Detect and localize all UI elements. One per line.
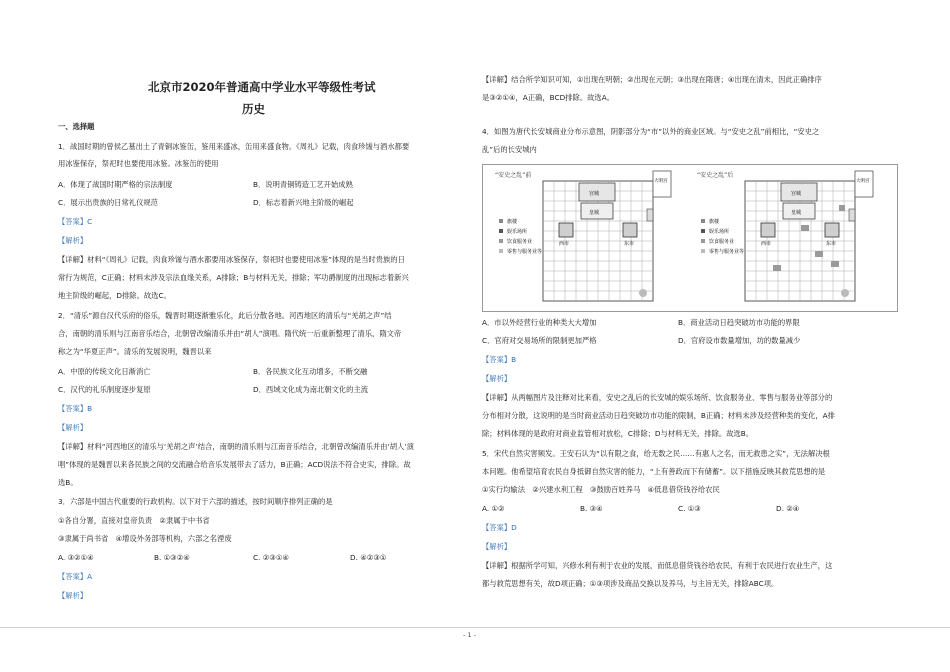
q5-detail-2: 都与救荒思想有关，故D项正确；①③项涉及商品交换以及养马，与主旨无关，排除ABC项。: [482, 579, 779, 588]
map-after-xingqing: [849, 209, 855, 221]
q5-option-c: C. ①③: [678, 504, 701, 513]
q3-analysis-tag: 【解析】: [58, 591, 88, 600]
q1-analysis-tag: 【解析】: [58, 236, 88, 245]
q2-analysis-tag: 【解析】: [58, 423, 88, 432]
q4-analysis-tag: 【解析】: [482, 374, 512, 383]
q5-detail-1: 【详解】根据所学可知，兴修水利有利于农业的发展，而低息借贷钱谷给农民，有利于农民进行农业生产，这: [482, 561, 833, 570]
q3-option-c: C. ②③①④: [253, 553, 289, 562]
map-after-daming-label: 大明宫: [856, 179, 870, 184]
q5-stem-1: 5．宋代自然灾害频发。王安石认为“以有限之食，给无数之民……有惠人之名，而无救患之实”，无法解决根: [482, 449, 830, 458]
map-before-legend: [499, 218, 542, 255]
q4-option-b: B．商业活动日趋突破坊市功能的界限: [678, 318, 800, 327]
q4-answer: 【答案】B: [482, 355, 517, 364]
changan-maps-figure: [482, 164, 898, 312]
shaded-block: [831, 261, 839, 267]
q3-stem-3: ③隶属于尚书省 ④增设外务部等机构，六部之名湮废: [58, 534, 232, 543]
shaded-block: [839, 205, 845, 211]
map-after-label: “安史之乱”后: [697, 172, 734, 179]
changan-maps-svg: [483, 165, 897, 311]
q5-option-a: A. ①②: [482, 504, 505, 513]
legend-after-fun-icon: [701, 229, 705, 233]
q5-stem-2: 本问题。他希望培育农民自身抵御自然灾害的能力，“上有善政而下有储蓄”。以下措施反映其救荒思想的是: [482, 467, 826, 476]
legend-after-retail-icon: [701, 249, 705, 253]
map-before-west-market-label: 西市: [559, 241, 570, 247]
map-before-label: “安史之乱”前: [495, 172, 532, 179]
q3-answer: 【答案】A: [58, 572, 93, 581]
legend-before-bell-icon: [499, 219, 503, 223]
map-before-east-market: [623, 223, 637, 237]
q1-answer: 【答案】C: [58, 217, 93, 226]
map-after-legend: [701, 218, 744, 255]
map-after-lake: [841, 289, 849, 297]
q4-option-c: C．官府对交易场所的限制更加严格: [482, 336, 597, 345]
q2-stem-3: 称之为“华夏正声”。清乐的发展说明，魏晋以来: [58, 347, 212, 356]
section-heading: 一、选择题: [58, 122, 95, 131]
legend-after-3: 饮食服务业: [709, 239, 735, 245]
doc-title: 北京市2020年普通高中学业水平等级性考试: [148, 80, 376, 94]
q4-stem-1: 4．如图为唐代长安城商业分布示意图，阴影部分为“市”以外的商业区域。与“安史之乱”前相比，“安史之: [482, 127, 820, 136]
q3-option-d: D. ④②③①: [350, 553, 387, 562]
map-before: [495, 171, 671, 301]
q3-stem-2: ①各自分署，直接对皇帝负责 ②隶属于中书省: [58, 516, 210, 525]
map-before-imperial-label: 皇城: [589, 210, 600, 216]
q2-option-c: C．汉代的礼乐制度逐步复原: [58, 385, 151, 394]
legend-before-retail-icon: [499, 249, 503, 253]
map-after-east-market: [825, 223, 839, 237]
q1-option-c: C．展示出贵族的日常礼仪规范: [58, 198, 158, 207]
q4-stem-2: 乱”后的长安城内: [482, 145, 537, 154]
map-before-east-market-label: 东市: [624, 241, 635, 247]
q4-detail-2: 分布相对分散，这说明的是当时商业活动日趋突破坊市功能的限制，B正确；材料未涉及经营种类的变化，A排: [482, 411, 835, 420]
map-after-palace-label: 宫城: [791, 191, 802, 197]
map-after: [697, 171, 873, 301]
legend-after-food-icon: [701, 239, 705, 243]
map-before-palace-label: 宫城: [589, 191, 600, 197]
q1-option-a: A．体现了战国时期严格的宗法制度: [58, 180, 173, 189]
q3-option-b: B. ①③②④: [154, 553, 190, 562]
q2-answer: 【答案】B: [58, 404, 93, 413]
q1-option-d: D．标志着新兴地主阶级的崛起: [253, 198, 354, 207]
map-after-east-market-label: 东市: [826, 241, 837, 247]
map-before-daming: [653, 171, 671, 197]
q1-detail-3: 地主阶级的崛起，D排除。故选C。: [58, 291, 171, 300]
q5-option-b: B. ③④: [580, 504, 603, 513]
footer-rule: [0, 627, 950, 628]
q2-detail-1: 【详解】材料“河西地区的清乐与‘羌胡之声’结合，南朝的清乐则与江南音乐结合，北朝曾改编清乐并由‘胡人’演: [58, 442, 415, 451]
q1-stem-1: 1．战国时期的曾侯乙墓出土了青铜冰鉴缶，鉴用来盛冰，缶用来盛食物。《周礼》记载，肉食珍馐与酒水都要: [58, 142, 410, 151]
map-before-lake: [639, 289, 647, 297]
q5-option-d: D. ②④: [776, 504, 800, 513]
doc-subject: 历史: [242, 102, 265, 116]
shaded-block: [815, 251, 823, 257]
shaded-block: [773, 265, 781, 271]
q2-option-b: B．各民族文化互动增多，不断交融: [253, 367, 368, 376]
q2-stem-2: 合，南朝的清乐则与江南音乐结合，北朝曾改编清乐并由“胡人”演唱。隋代统一后重新整理了清乐，隋文帝: [58, 329, 402, 338]
legend-before-fun-icon: [499, 229, 503, 233]
legend-before-1: 旗楼: [507, 219, 518, 225]
q1-option-b: B．说明青铜铸造工艺开始成熟: [253, 180, 353, 189]
map-after-imperial-label: 皇城: [791, 210, 802, 216]
legend-before-2: 娱乐场所: [507, 229, 528, 235]
q1-detail-1: 【详解】材料“《周礼》记载，肉食珍馐与酒水都要用冰鉴保存，祭祀时也要使用冰鉴”体现的是当时贵族的日: [58, 255, 405, 264]
shaded-block: [801, 225, 809, 231]
q4-option-d: D．官府设市数量增加，坊的数量减少: [678, 336, 801, 345]
q4-detail-1: 【详解】从两幅图片及注释对比来看，安史之乱后的长安城的娱乐场所、饮食服务业、零售与服务业等部分的: [482, 393, 833, 402]
q2-option-d: D．西域文化成为南北朝文化的主流: [253, 385, 369, 394]
q3-option-a: A. ③②①④: [58, 553, 94, 562]
map-before-west-market: [559, 223, 573, 237]
q2-stem-1: 2．“清乐”源自汉代乐府的俗乐，魏晋时期逐渐雅乐化，此后分散各地。河西地区的清乐与“羌胡之声”结: [58, 311, 392, 320]
legend-before-food-icon: [499, 239, 503, 243]
q2-option-a: A．中原的传统文化日渐消亡: [58, 367, 151, 376]
q3-detail-1: 【详解】结合所学知识可知，①出现在明朝；②出现在元朝；③出现在隋唐；④出现在清末，因此正确排序: [482, 75, 822, 84]
q3-detail-2: 是③②①④，A正确，BCD排除。故选A。: [482, 93, 615, 102]
legend-before-4: 零售与服务业等: [507, 249, 543, 255]
legend-after-bell-icon: [701, 219, 705, 223]
page-number: - 1 -: [463, 631, 476, 639]
legend-after-1: 旗楼: [709, 219, 720, 225]
legend-before-3: 饮食服务业: [507, 239, 533, 245]
q4-option-a: A．市以外经营行业的种类大大增加: [482, 318, 597, 327]
map-before-xingqing: [647, 209, 653, 221]
q5-answer: 【答案】D: [482, 523, 517, 532]
q3-stem-1: 3．六部是中国古代重要的行政机构。以下对于六部的描述，按时间顺序排列正确的是: [58, 497, 333, 506]
q5-analysis-tag: 【解析】: [482, 542, 512, 551]
q1-stem-2: 用冰鉴保存，祭祀时也要使用冰鉴。冰鉴缶的使用: [58, 159, 219, 168]
q2-detail-2: 唱”体现的是魏晋以来各民族之间的交流融合给音乐发展带去了活力，B正确；ACD说法不符合史实，排除。故: [58, 460, 411, 469]
legend-after-4: 零售与服务业等: [709, 249, 745, 255]
map-before-daming-label: 大明宫: [654, 179, 668, 184]
q5-stem-3: ①实行均输法 ②兴建水利工程 ③鼓励百姓养马 ④低息借贷钱谷给农民: [482, 485, 720, 494]
legend-after-2: 娱乐场所: [709, 229, 730, 235]
map-after-daming: [855, 171, 873, 197]
map-after-west-market: [761, 223, 775, 237]
q1-detail-2: 常行为规范，C正确；材料未涉及宗法血缘关系，A排除；B与材料无关，排除；军功爵制度的出现标志着新兴: [58, 273, 409, 282]
map-after-west-market-label: 西市: [761, 241, 772, 247]
q4-detail-3: 除；材料体现的是政府对商业监管相对放松，C排除；D与材料无关，排除。故选B。: [482, 429, 754, 438]
q2-detail-3: 选B。: [58, 478, 78, 487]
